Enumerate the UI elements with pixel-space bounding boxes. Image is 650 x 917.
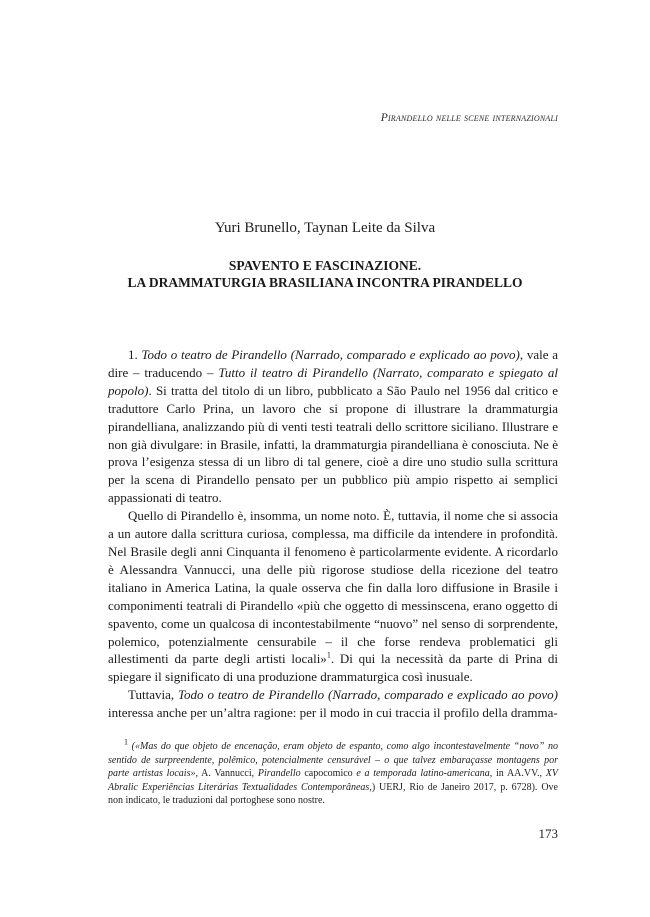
paragraph-3 [108,686,558,722]
footnote-1-marker: 1 [124,737,128,747]
paragraph-3-text-b: interessa anche per un’altra ragione: per il modo in cui traccia il profilo della dramma- [108,705,558,721]
footnote-1-in: , in AA.VV., [489,768,546,779]
paragraph-2-text-a: Quello di Pirandello è, insomma, un nome noto. È, tuttavia, il nome che si associa a un autore dalla scrittura curiosa, complessa, ma difficile da intendere in profondità. Nel Brasile degli anni Cinquanta il fenomeno è particolarmente evidente. A ricordarlo è Alessandra Vannucci, una delle più rigorose studiose della ricezione del teatro italiano in America Latina, la quale osserva che fin dalla loro diffusione in Brasile i componimenti teatrali di Pirandello «più che oggetto di messinscena, erano oggetto di spavento, come un qualcosa di incontestabilmente “nuovo” nel senso di sorprendente, polemico, potenzialmente censurabile – il che forse rendeva problematici gli allestimenti da parte degli artisti locali» [108,508,558,667]
footnote-1-work-b: capocomico [300,768,357,779]
page-number: 173 [538,826,558,841]
running-header [381,112,558,124]
paragraph-1-text-b: . Si tratta del titolo di un libro, pubblicato a São Paulo nel 1956 dal critico e traduttore Carlo Prina, un lavoro che si propone di illustrare la drammaturgia pirandelliana, analizzando più di venti testi teatrali dello scrittore siciliano. Illustrare e non già divulgare: in Brasile, infatti, la drammaturgia pirandelliana è conosciuta. Ne è prova l’esigenza stessa di un libro di tal genere, cioè a dire uno studio sulla scrittura per la scena di Pirandello pensato per un pubblico più ampio rispetto ai semplici appassionati di teatro. [108,382,558,506]
paragraph-3-text-a: Tuttavia, [128,687,179,703]
footnote-1-work-c: e a temporada latino-americana [356,768,490,779]
article-title-line-1: SPAVENTO E FASCINAZIONE. [228,258,422,273]
article-title [0,257,650,291]
footnote-1-volume: XV Abralic Experiências Literárias Textualidades Contemporâneas, [108,768,559,793]
footnote-1-publisher: ) UERJ, Rio de Janeiro 2017, p. 6728). Ove non indicato, le traduzioni dal portoghese sono nostre. [108,781,558,806]
footnote-1-quote: («Mas do que objeto de encenação, eram objeto de espanto, como algo incontestavelmente “novo” no sentido de surpreendente, polêmico, potencialmente censurável – o que talvez embaraçasse montagens por parte artistas locais» [108,741,558,779]
paragraph-2 [108,507,558,686]
paragraph-1-text-a: , vale a dire – traducendo – [108,347,559,380]
footnote-1-text [108,737,559,808]
paragraph-1 [108,346,558,507]
paragraph-1-book-title-it: Tutto il teatro di Pirandello (Narrato, comparato e spiegato al popolo) [108,364,558,398]
footnote-1-author: , A. Vannucci, [195,768,258,779]
footnote-1 [108,737,559,808]
paragraph-1-number: 1. [128,347,142,362]
footnote-reference-1[interactable]: 1 [326,651,331,661]
running-header-title: Pirandello nelle scene internazionali [380,112,558,124]
paragraph-2-text-b: . Di qui la necessità da parte di Prina di spiegare il significato di una produzione drammaturgica così inusuale. [108,651,558,685]
paragraph-3-book-title: Todo o teatro de Pirandello (Narrado, comparado e explicado ao povo) [178,687,558,703]
footnote-1-work-a: Pirandello [257,768,301,779]
article-title-line-2: LA DRAMMATURGIA BRASILIANA INCONTRA PIRANDELLO [127,275,523,290]
article-body [108,346,558,722]
paragraph-1-book-title-pt: Todo o teatro de Pirandello (Narrado, comparado e explicado ao povo) [141,347,520,362]
article-authors: Yuri Brunello, Taynan Leite da Silva [214,220,436,236]
